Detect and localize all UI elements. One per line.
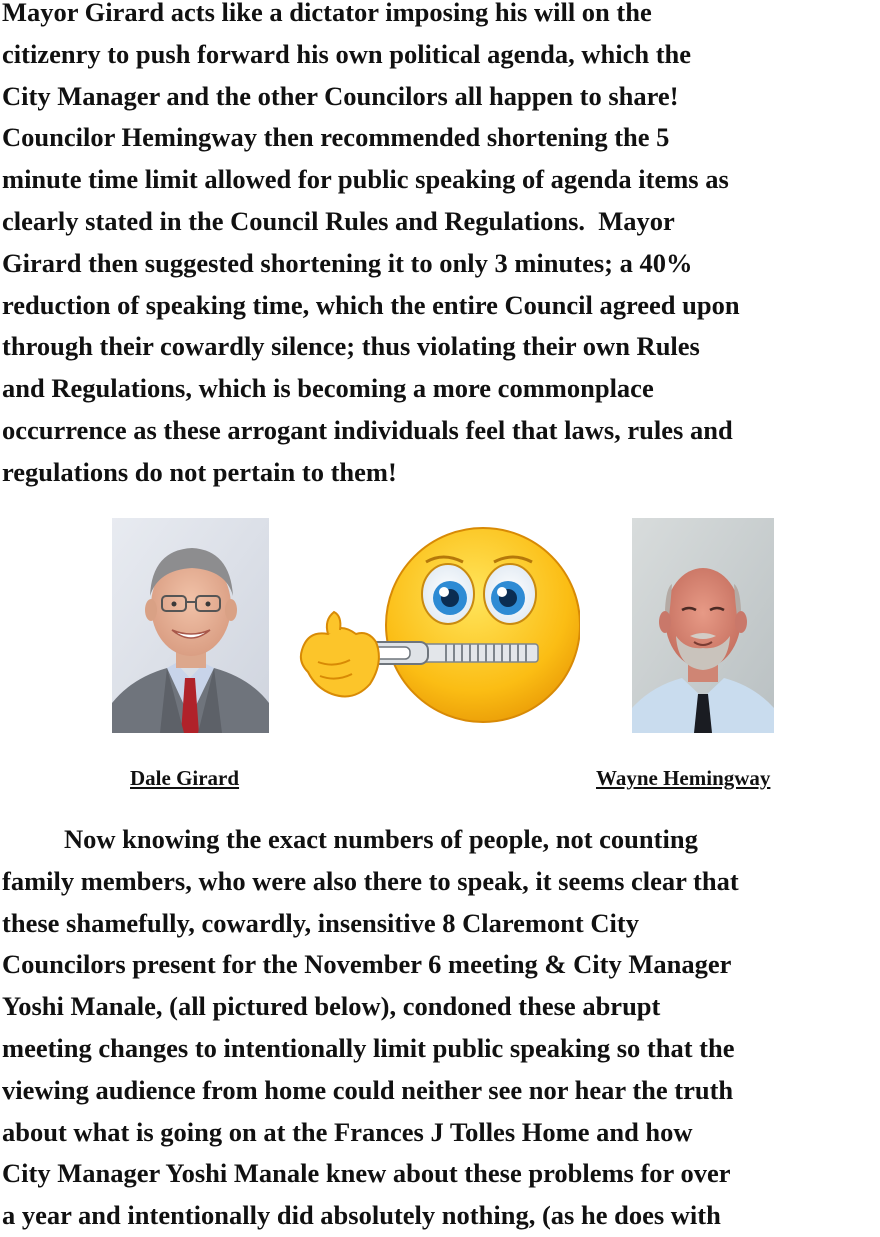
zipped-mouth-emoji bbox=[298, 522, 580, 728]
wayne-hemingway-photo bbox=[632, 518, 774, 733]
text-line: viewing audience from home could neither see nor hear the truth bbox=[2, 1074, 734, 1105]
text-line: meeting changes to intentionally limit public speaking so that the bbox=[2, 1032, 735, 1063]
text-line: a year and intentionally did absolutely nothing, (as he does with bbox=[2, 1200, 721, 1231]
text-line: regulations do not pertain to them! bbox=[2, 456, 397, 487]
text-line: Councilors present for the November 6 meeting & City Manager bbox=[2, 949, 732, 980]
text-line: City Manager and the other Councilors all happen to share! bbox=[2, 80, 679, 111]
text-line: reduction of speaking time, which the entire Council agreed upon bbox=[2, 289, 740, 320]
dale-girard-photo bbox=[112, 518, 269, 733]
text-line: minute time limit allowed for public speaking of agenda items as bbox=[2, 164, 729, 195]
text-line: and Regulations, which is becoming a more commonplace bbox=[2, 373, 654, 404]
text-line: Yoshi Manale, (all pictured below), condoned these abrupt bbox=[2, 991, 661, 1022]
text-line: occurrence as these arrogant individuals feel that laws, rules and bbox=[2, 414, 733, 445]
text-line: about what is going on at the Frances J Tolles Home and how bbox=[2, 1116, 693, 1147]
zipped-mouth-emoji-icon bbox=[298, 522, 580, 728]
text-line: Girard then suggested shortening it to only 3 minutes; a 40% bbox=[2, 247, 693, 278]
text-line: clearly stated in the Council Rules and Regulations. Mayor bbox=[2, 205, 675, 236]
paragraph-2 bbox=[2, 819, 880, 1237]
text-line: these shamefully, cowardly, insensitive 8 Claremont City bbox=[2, 907, 639, 938]
man-portrait-photo-icon bbox=[112, 518, 269, 733]
caption-dale-girard: Dale Girard bbox=[130, 766, 240, 790]
text-line: family members, who were also there to speak, it seems clear that bbox=[2, 865, 739, 896]
text-line: Now knowing the exact numbers of people, not counting bbox=[64, 824, 698, 854]
paragraph-1 bbox=[2, 0, 880, 494]
man-portrait-photo-icon bbox=[632, 518, 774, 733]
text-line: Mayor Girard acts like a dictator imposing his will on the bbox=[2, 0, 652, 27]
text-line: Councilor Hemingway then recommended shortening the 5 bbox=[2, 122, 670, 153]
text-line: citizenry to push forward his own political agenda, which the bbox=[2, 38, 692, 69]
text-line: City Manager Yoshi Manale knew about these problems for over bbox=[2, 1158, 731, 1189]
text-line: through their cowardly silence; thus violating their own Rules bbox=[2, 331, 700, 362]
caption-wayne-hemingway: Wayne Hemingway bbox=[596, 766, 771, 790]
